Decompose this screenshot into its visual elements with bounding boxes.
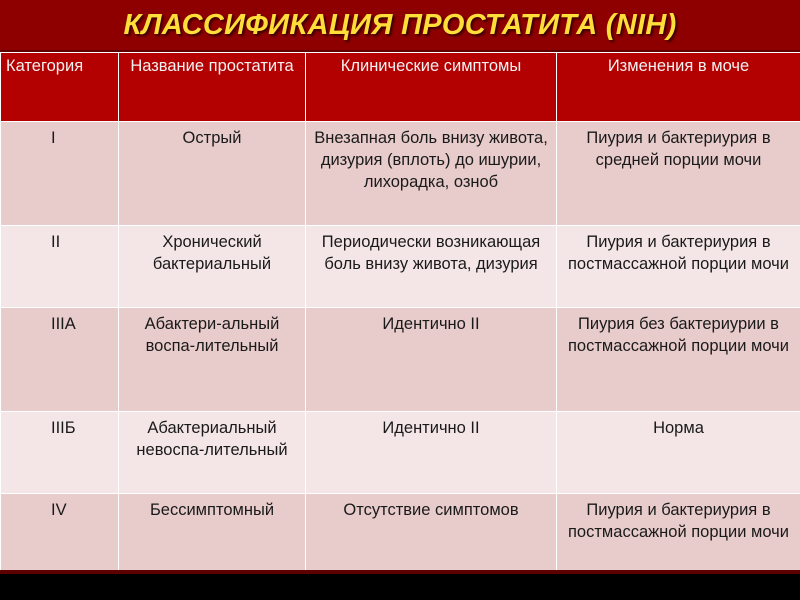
cell-symptoms: Идентично II xyxy=(306,308,557,412)
bottom-stripe xyxy=(0,570,800,574)
cell-name: Абактериальный невоспа-лительный xyxy=(119,412,306,494)
cell-urine: Норма xyxy=(557,412,800,494)
table-row xyxy=(1,122,800,226)
header-name: Название простатита xyxy=(119,53,306,122)
cell-category: IIIБ xyxy=(1,412,119,494)
title-banner xyxy=(0,0,800,52)
cell-symptoms: Отсутствие симптомов xyxy=(306,494,557,576)
cell-symptoms: Идентично II xyxy=(306,412,557,494)
cell-category: IV xyxy=(1,494,119,576)
classification-table xyxy=(0,52,800,576)
table-container xyxy=(0,52,800,570)
page-title: КЛАССИФИКАЦИЯ ПРОСТАТИТА (NIH) xyxy=(123,8,677,41)
cell-urine: Пиурия и бактериурия в средней порции мочи xyxy=(557,122,800,226)
cell-urine: Пиурия и бактериурия в постмассажной порции мочи xyxy=(557,226,800,308)
cell-name: Бессимптомный xyxy=(119,494,306,576)
cell-category: IIIA xyxy=(1,308,119,412)
cell-name: Острый xyxy=(119,122,306,226)
cell-urine: Пиурия и бактериурия в постмассажной порции мочи xyxy=(557,494,800,576)
header-category: Категория xyxy=(1,53,119,122)
header-urine: Изменения в моче xyxy=(557,53,800,122)
cell-category: II xyxy=(1,226,119,308)
table-row xyxy=(1,308,800,412)
cell-name: Абактери-альный воспа-лительный xyxy=(119,308,306,412)
bottom-band xyxy=(0,570,800,600)
table-row xyxy=(1,412,800,494)
table-row xyxy=(1,494,800,576)
header-symptoms: Клинические симптомы xyxy=(306,53,557,122)
table-header-row xyxy=(1,53,800,122)
cell-urine: Пиурия без бактериурии в постмассажной порции мочи xyxy=(557,308,800,412)
cell-symptoms: Внезапная боль внизу живота, дизурия (вплоть) до ишурии, лихорадка, озноб xyxy=(306,122,557,226)
cell-symptoms: Периодически возникающая боль внизу живота, дизурия xyxy=(306,226,557,308)
cell-name: Хронический бактериальный xyxy=(119,226,306,308)
table-row xyxy=(1,226,800,308)
cell-category: I xyxy=(1,122,119,226)
